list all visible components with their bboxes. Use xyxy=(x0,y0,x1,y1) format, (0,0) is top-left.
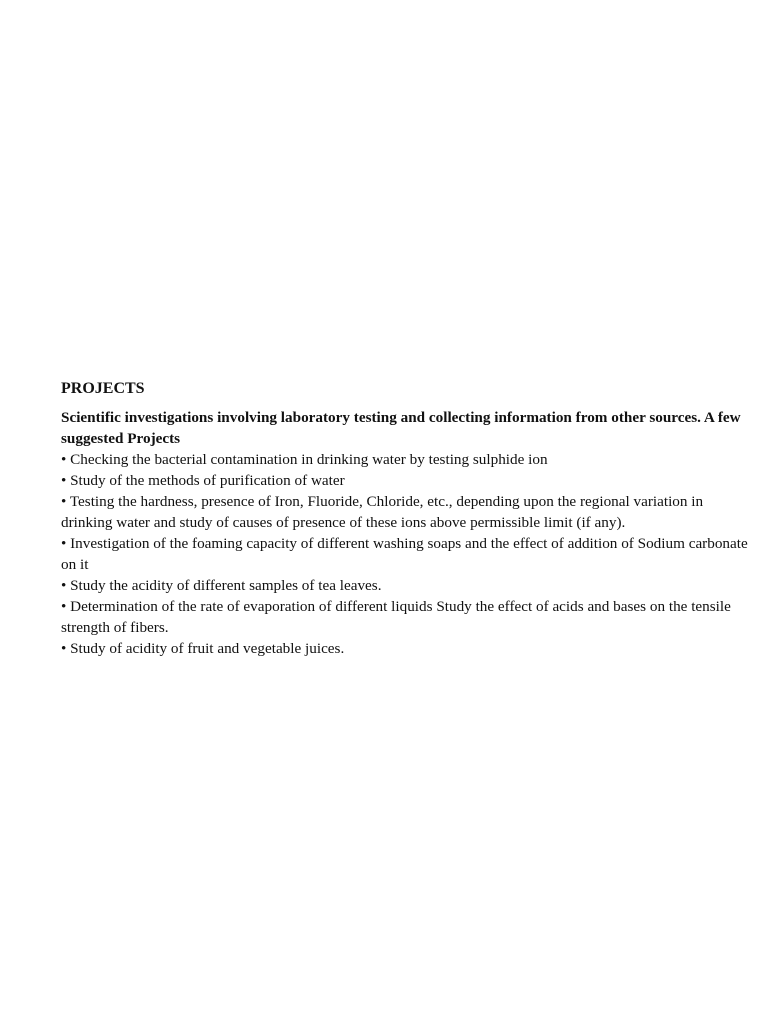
section-heading: PROJECTS xyxy=(61,380,145,397)
project-item: • Study the acidity of different samples of tea leaves. xyxy=(61,577,382,594)
project-item: • Study of the methods of purification of water xyxy=(61,472,345,489)
project-item: • Study of acidity of fruit and vegetable juices. xyxy=(61,640,345,657)
section-intro: Scientific investigations involving laboratory testing and collecting information from other sources. A few suggested Projects xyxy=(61,409,741,447)
project-list xyxy=(61,449,756,659)
project-item: • Testing the hardness, presence of Iron, Fluoride, Chloride, etc., depending upon the regional variation in drinking water and study of causes of presence of these ions above permissible limit (if any). xyxy=(61,493,704,531)
project-item: • Checking the bacterial contamination in drinking water by testing sulphide ion xyxy=(61,451,548,468)
project-item: • Determination of the rate of evaporation of different liquids Study the effect of acids and bases on the tensile strength of fibers. xyxy=(61,598,731,636)
project-item: • Investigation of the foaming capacity of different washing soaps and the effect of addition of Sodium carbonate on it xyxy=(61,535,748,573)
projects-section xyxy=(61,379,756,659)
